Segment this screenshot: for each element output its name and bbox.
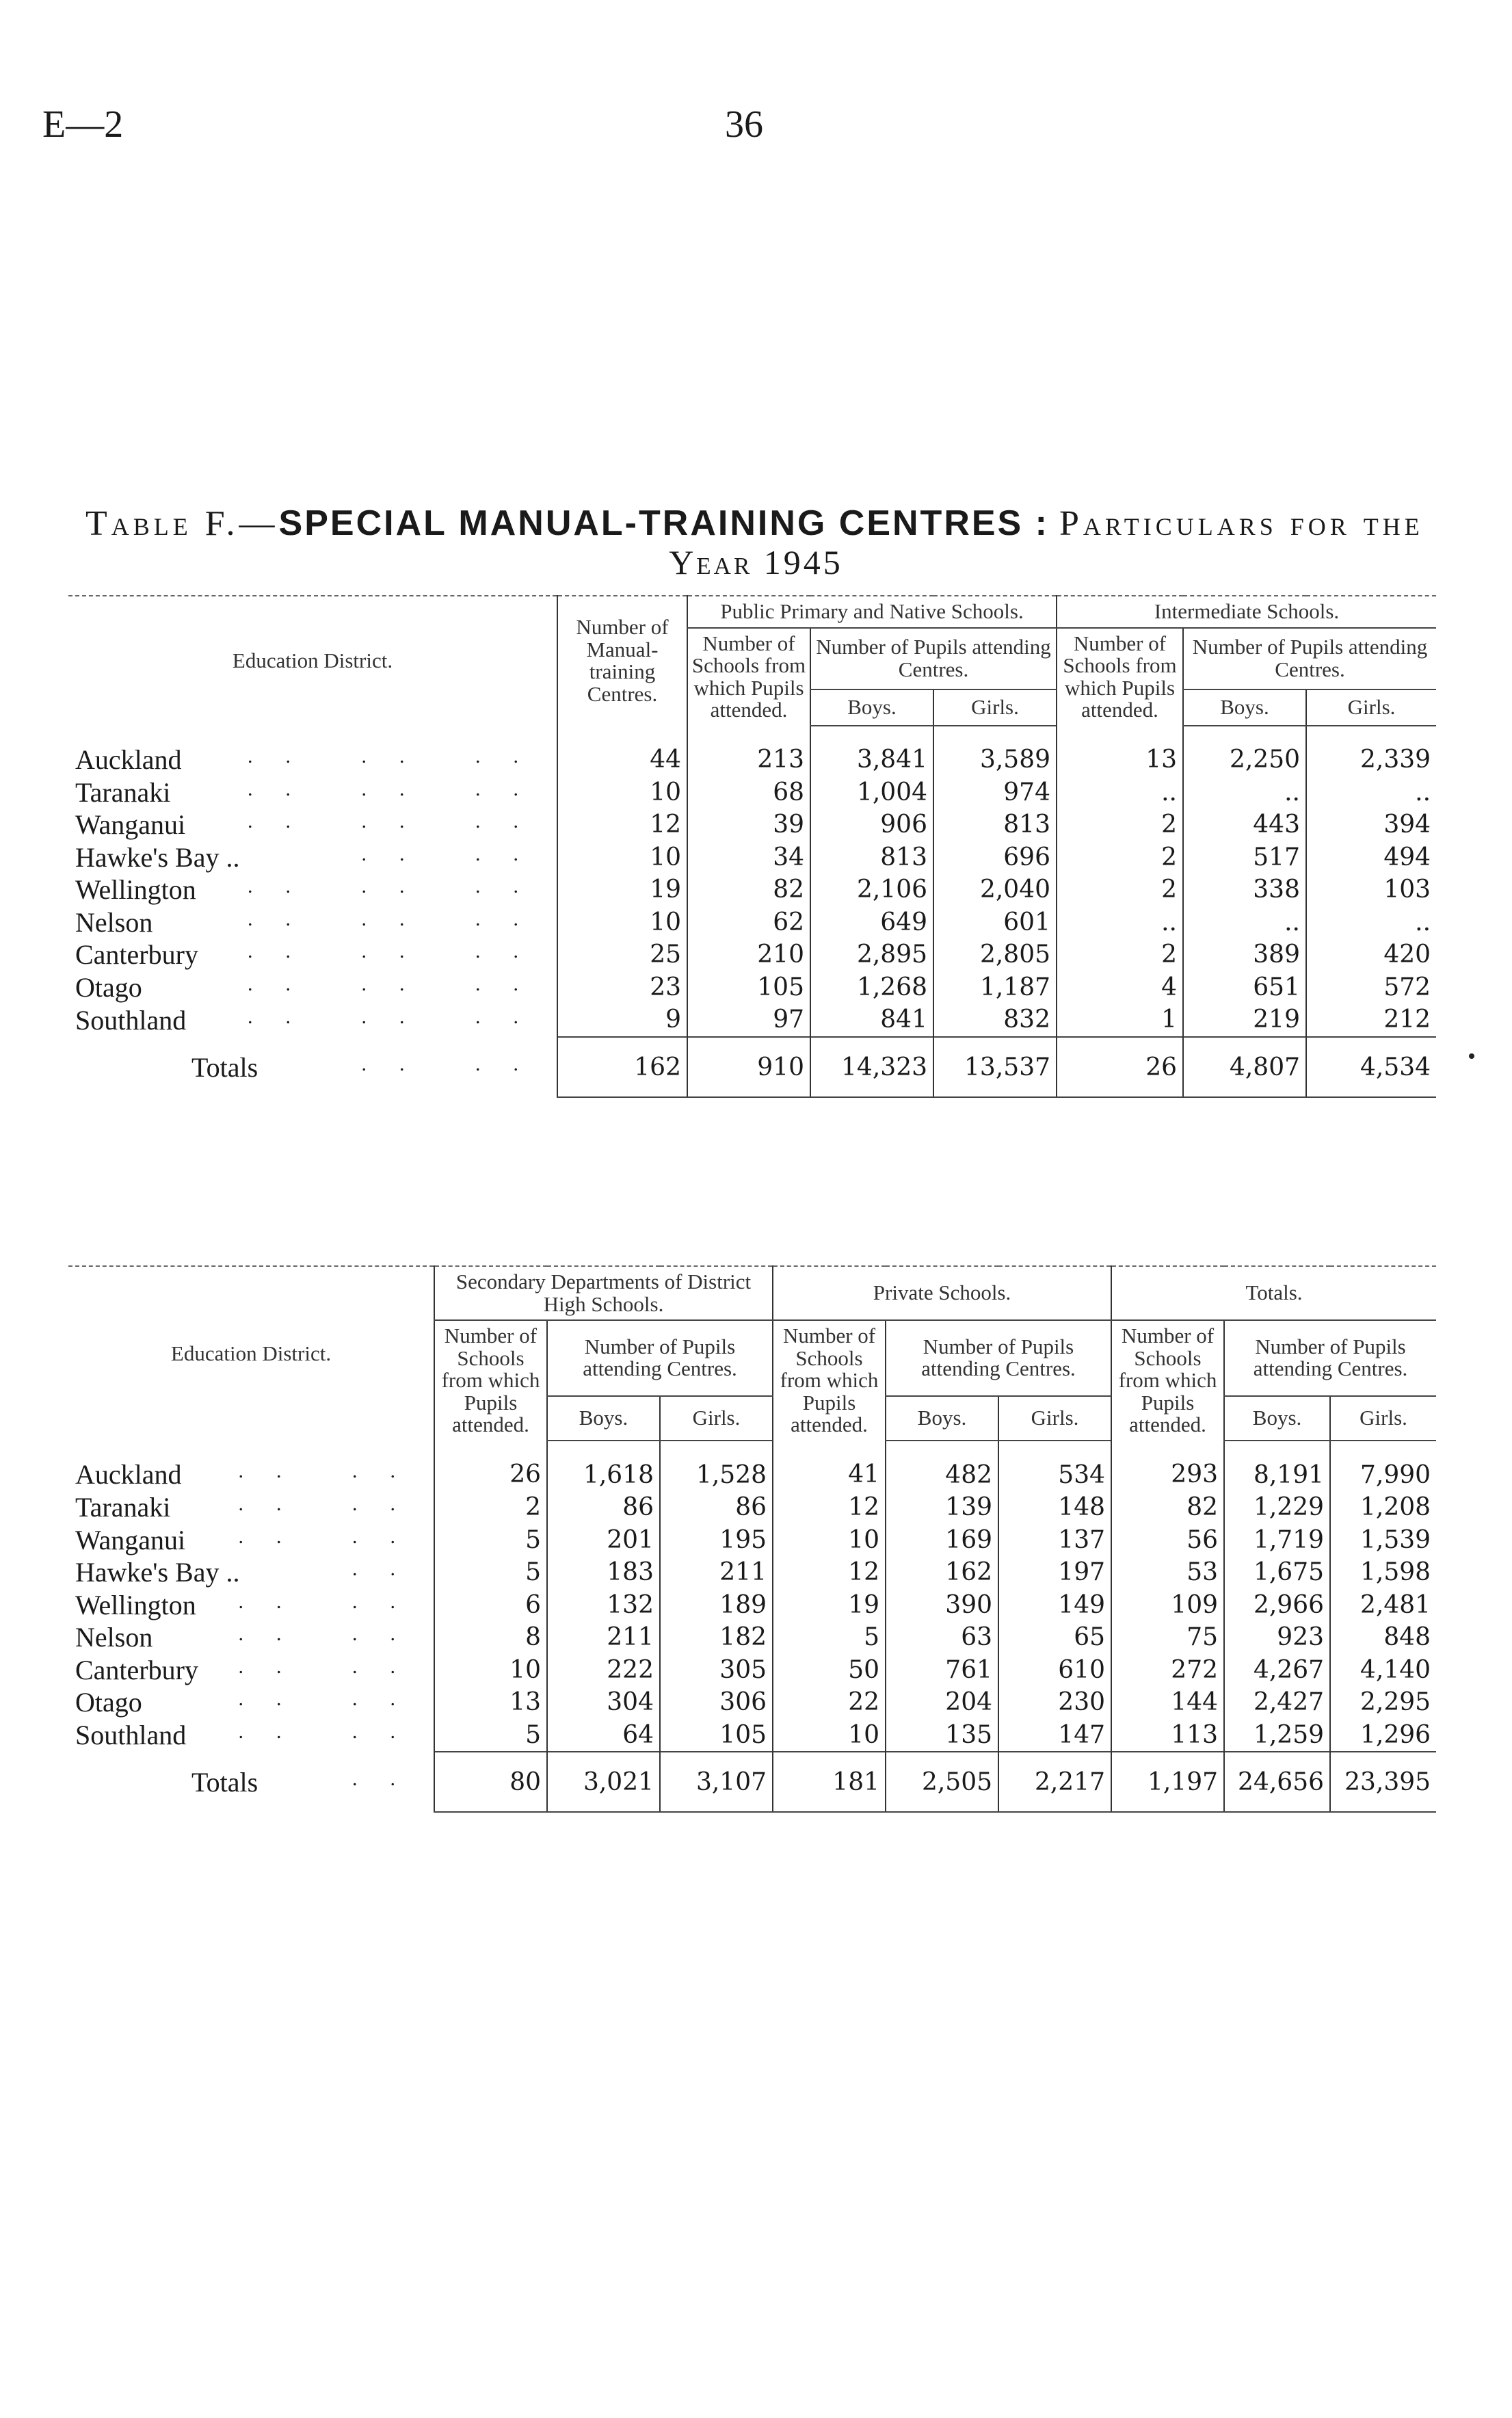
cell-int-girls: .. [1306, 776, 1436, 809]
cell-pp-schools: 105 [687, 971, 810, 1004]
cell-int-schools: 2 [1057, 939, 1183, 972]
cell-tot-girls: 2,295 [1330, 1686, 1436, 1719]
leader-dots: .. .. [238, 1590, 428, 1613]
cell-pp-girls: 3,589 [933, 726, 1057, 777]
leader-dots: .. .. [238, 1687, 428, 1711]
cell-sec-schools: 10 [434, 1654, 547, 1687]
district-name: Auckland [75, 744, 182, 775]
leader-dots: .. [352, 1767, 428, 1791]
table-row [68, 1621, 1436, 1654]
cell-tot-boys: 2,966 [1224, 1589, 1330, 1622]
cell-pp-girls: 2,040 [933, 874, 1057, 907]
cell-tot-boys: 1,719 [1224, 1524, 1330, 1557]
cell-pri-schools: 50 [773, 1654, 886, 1687]
cell-centres: 12 [557, 809, 687, 842]
district-name: Taranaki [75, 776, 171, 808]
header-pp-schools: Number of Schools from which Pupils attended. [687, 628, 810, 726]
title-year: Year 1945 [669, 543, 843, 581]
cell-pri-girls: 148 [998, 1491, 1111, 1524]
cell-sec-girls: 189 [660, 1589, 773, 1622]
district-name: Taranaki [75, 1492, 171, 1523]
cell-pri-girls: 137 [998, 1524, 1111, 1557]
cell-tot-boys: 923 [1224, 1621, 1330, 1654]
page-reference: E—2 [42, 103, 124, 146]
cell-sec-boys: 183 [547, 1556, 660, 1589]
table-row [68, 1524, 1436, 1557]
cell-int-girls: 2,339 [1306, 726, 1436, 777]
cell-sec-girls: 182 [660, 1621, 773, 1654]
header-tot-schools: Number of Schools from which Pupils attended. [1111, 1320, 1224, 1441]
table-row [68, 1686, 1436, 1719]
cell-sec-schools: 8 [434, 1621, 547, 1654]
district-name: Canterbury [75, 1654, 198, 1685]
cell-tot-schools: 56 [1111, 1524, 1224, 1557]
cell-pri-girls: 65 [998, 1621, 1111, 1654]
cell-pri-schools: 12 [773, 1556, 886, 1589]
header-int-boys: Boys. [1183, 689, 1306, 726]
header-primary-group: Public Primary and Native Schools. [687, 596, 1057, 628]
cell-pri-boys: 139 [886, 1491, 998, 1524]
header-pri-schools: Number of Schools from which Pupils attended. [773, 1320, 886, 1441]
cell-sec-girls: 1,528 [660, 1441, 773, 1492]
cell-tot-boys: 1,675 [1224, 1556, 1330, 1589]
total-pri-girls: 2,217 [998, 1752, 1111, 1812]
header-private-group: Private Schools. [773, 1266, 1111, 1320]
cell-pp-girls: 2,805 [933, 939, 1057, 972]
table-row [68, 1589, 1436, 1622]
cell-int-boys: 517 [1183, 841, 1306, 874]
header-sec-girls: Girls. [660, 1396, 773, 1441]
district-name: Hawke's Bay .. [75, 841, 240, 873]
cell-sec-girls: 195 [660, 1524, 773, 1557]
leader-dots: .. .. [361, 1052, 551, 1075]
cell-pri-boys: 482 [886, 1441, 998, 1492]
cell-tot-girls: 1,598 [1330, 1556, 1436, 1589]
table-row [68, 1556, 1436, 1589]
cell-tot-boys: 1,259 [1224, 1719, 1330, 1752]
cell-tot-girls: 1,208 [1330, 1491, 1436, 1524]
totals-row [68, 1037, 1436, 1097]
cell-sec-schools: 6 [434, 1589, 547, 1622]
district-name: Otago [75, 971, 142, 1003]
cell-pp-boys: 1,004 [810, 776, 933, 809]
header-district-b: Education District. [68, 1266, 434, 1441]
header-secondary-group: Secondary Departments of District High Schools. [434, 1266, 773, 1320]
total-tot-girls: 23,395 [1330, 1752, 1436, 1812]
district-cell [68, 1686, 434, 1719]
district-cell [68, 776, 557, 809]
leader-dots: .. .. .. [248, 777, 551, 800]
cell-pp-schools: 68 [687, 776, 810, 809]
cell-centres: 10 [557, 776, 687, 809]
total-int-boys: 4,807 [1183, 1037, 1306, 1097]
cell-pp-girls: 832 [933, 1004, 1057, 1038]
cell-int-schools: 4 [1057, 971, 1183, 1004]
header-int-schools: Number of Schools from which Pupils attended. [1057, 628, 1183, 726]
district-cell [68, 939, 557, 972]
cell-pp-girls: 601 [933, 906, 1057, 939]
cell-tot-schools: 144 [1111, 1686, 1224, 1719]
district-name: Wellington [75, 874, 196, 906]
table-primary-intermediate [68, 595, 1436, 1098]
cell-sec-boys: 64 [547, 1719, 660, 1752]
table-row [68, 1441, 1436, 1492]
header-tot-girls: Girls. [1330, 1396, 1436, 1441]
header-pp-pupils: Number of Pupils attending Centres. [810, 628, 1057, 689]
cell-sec-boys: 86 [547, 1491, 660, 1524]
cell-int-girls: 572 [1306, 971, 1436, 1004]
leader-dots: .. .. [238, 1493, 428, 1516]
cell-int-schools: 2 [1057, 841, 1183, 874]
stray-dot [1469, 1053, 1474, 1059]
cell-int-girls: 420 [1306, 939, 1436, 972]
cell-pri-boys: 135 [886, 1719, 998, 1752]
cell-sec-boys: 201 [547, 1524, 660, 1557]
header-sec-pupils: Number of Pupils attending Centres. [547, 1320, 773, 1396]
district-name: Wanganui [75, 809, 186, 841]
district-cell [68, 874, 557, 907]
cell-int-boys: 651 [1183, 971, 1306, 1004]
table-row [68, 906, 1436, 939]
cell-int-boys: 338 [1183, 874, 1306, 907]
cell-pp-schools: 213 [687, 726, 810, 777]
total-sec-girls: 3,107 [660, 1752, 773, 1812]
cell-pri-girls: 149 [998, 1589, 1111, 1622]
cell-sec-girls: 211 [660, 1556, 773, 1589]
table-row [68, 1654, 1436, 1687]
header-pp-girls: Girls. [933, 689, 1057, 726]
district-cell [68, 1441, 434, 1492]
cell-pp-schools: 62 [687, 906, 810, 939]
cell-pri-boys: 63 [886, 1621, 998, 1654]
cell-tot-schools: 109 [1111, 1589, 1224, 1622]
cell-int-boys: .. [1183, 906, 1306, 939]
district-name: Otago [75, 1687, 142, 1718]
cell-sec-schools: 5 [434, 1556, 547, 1589]
total-pp-girls: 13,537 [933, 1037, 1057, 1097]
cell-sec-girls: 305 [660, 1654, 773, 1687]
table-secondary-private-totals [68, 1265, 1436, 1813]
cell-int-boys: .. [1183, 776, 1306, 809]
header-district: Education District. [68, 596, 557, 726]
table-title [85, 503, 1433, 544]
header-pri-pupils: Number of Pupils attending Centres. [886, 1320, 1111, 1396]
leader-dots: .. .. [238, 1720, 428, 1744]
cell-tot-boys: 8,191 [1224, 1441, 1330, 1492]
district-cell [68, 1524, 434, 1557]
table-row [68, 971, 1436, 1004]
total-tot-schools: 1,197 [1111, 1752, 1224, 1812]
cell-tot-schools: 293 [1111, 1441, 1224, 1492]
cell-tot-schools: 82 [1111, 1491, 1224, 1524]
header-tot-boys: Boys. [1224, 1396, 1330, 1441]
header-pri-girls: Girls. [998, 1396, 1111, 1441]
cell-pp-boys: 813 [810, 841, 933, 874]
table-row [68, 939, 1436, 972]
cell-pri-boys: 169 [886, 1524, 998, 1557]
cell-int-girls: 103 [1306, 874, 1436, 907]
totals-label-cell [68, 1037, 557, 1097]
cell-sec-boys: 132 [547, 1589, 660, 1622]
cell-sec-schools: 2 [434, 1491, 547, 1524]
cell-int-boys: 389 [1183, 939, 1306, 972]
district-name: Canterbury [75, 939, 198, 971]
header-totals-group: Totals. [1111, 1266, 1436, 1320]
leader-dots: .. [352, 1558, 428, 1581]
cell-int-girls: .. [1306, 906, 1436, 939]
cell-int-girls: 494 [1306, 841, 1436, 874]
district-cell [68, 1556, 434, 1589]
cell-pp-schools: 39 [687, 809, 810, 842]
header-intermediate-group: Intermediate Schools. [1057, 596, 1436, 628]
cell-tot-girls: 7,990 [1330, 1441, 1436, 1492]
page-number: 36 [725, 103, 763, 146]
cell-sec-boys: 222 [547, 1654, 660, 1687]
total-pri-schools: 181 [773, 1752, 886, 1812]
cell-pp-girls: 696 [933, 841, 1057, 874]
title-bold: SPECIAL MANUAL-TRAINING CENTRES : [278, 503, 1049, 543]
district-cell [68, 1719, 434, 1752]
cell-int-girls: 394 [1306, 809, 1436, 842]
district-cell [68, 1004, 557, 1038]
cell-pri-girls: 147 [998, 1719, 1111, 1752]
cell-sec-girls: 86 [660, 1491, 773, 1524]
cell-pp-boys: 906 [810, 809, 933, 842]
district-name: Hawke's Bay .. [75, 1557, 240, 1588]
cell-sec-girls: 306 [660, 1686, 773, 1719]
cell-pp-schools: 82 [687, 874, 810, 907]
cell-tot-schools: 113 [1111, 1719, 1224, 1752]
header-pri-boys: Boys. [886, 1396, 998, 1441]
district-cell [68, 1621, 434, 1654]
cell-int-schools: .. [1057, 776, 1183, 809]
table-row [68, 841, 1436, 874]
cell-pri-schools: 5 [773, 1621, 886, 1654]
district-cell [68, 1654, 434, 1687]
table-row [68, 1004, 1436, 1038]
header-pp-boys: Boys. [810, 689, 933, 726]
table-row [68, 1719, 1436, 1752]
leader-dots: .. .. .. [248, 972, 551, 995]
district-cell [68, 1491, 434, 1524]
cell-int-boys: 2,250 [1183, 726, 1306, 777]
cell-pri-girls: 230 [998, 1686, 1111, 1719]
district-name: Southland [75, 1720, 187, 1751]
cell-pri-schools: 10 [773, 1719, 886, 1752]
cell-sec-schools: 13 [434, 1686, 547, 1719]
cell-int-schools: 1 [1057, 1004, 1183, 1038]
cell-tot-girls: 2,481 [1330, 1589, 1436, 1622]
header-tot-pupils: Number of Pupils attending Centres. [1224, 1320, 1436, 1396]
cell-pri-boys: 390 [886, 1589, 998, 1622]
leader-dots: .. .. [238, 1460, 428, 1483]
cell-pp-schools: 97 [687, 1004, 810, 1038]
cell-sec-schools: 26 [434, 1441, 547, 1492]
cell-tot-boys: 2,427 [1224, 1686, 1330, 1719]
header-sec-boys: Boys. [547, 1396, 660, 1441]
total-int-schools: 26 [1057, 1037, 1183, 1097]
title-prefix: Table F.— [85, 504, 279, 543]
cell-int-schools: .. [1057, 906, 1183, 939]
cell-sec-schools: 5 [434, 1524, 547, 1557]
totals-row [68, 1752, 1436, 1812]
cell-pp-girls: 813 [933, 809, 1057, 842]
total-sec-schools: 80 [434, 1752, 547, 1812]
cell-pri-schools: 19 [773, 1589, 886, 1622]
header-int-girls: Girls. [1306, 689, 1436, 726]
cell-pp-boys: 2,895 [810, 939, 933, 972]
cell-pri-schools: 12 [773, 1491, 886, 1524]
total-pp-boys: 14,323 [810, 1037, 933, 1097]
district-cell [68, 1589, 434, 1622]
leader-dots: .. .. [238, 1622, 428, 1646]
cell-sec-boys: 1,618 [547, 1441, 660, 1492]
district-name: Nelson [75, 1622, 153, 1653]
district-name: Wanganui [75, 1524, 186, 1555]
cell-pri-schools: 41 [773, 1441, 886, 1492]
cell-int-schools: 2 [1057, 874, 1183, 907]
cell-pp-girls: 974 [933, 776, 1057, 809]
cell-int-boys: 443 [1183, 809, 1306, 842]
leader-dots: .. .. .. [248, 810, 551, 833]
total-int-girls: 4,534 [1306, 1037, 1436, 1097]
cell-pp-boys: 649 [810, 906, 933, 939]
district-cell [68, 726, 557, 777]
leader-dots: .. .. .. [248, 940, 551, 963]
total-centres: 162 [557, 1037, 687, 1097]
district-name: Auckland [75, 1459, 182, 1490]
leader-dots: .. .. .. [248, 875, 551, 898]
cell-tot-girls: 1,539 [1330, 1524, 1436, 1557]
cell-pri-boys: 761 [886, 1654, 998, 1687]
district-cell [68, 809, 557, 842]
cell-pp-schools: 210 [687, 939, 810, 972]
cell-int-girls: 212 [1306, 1004, 1436, 1038]
cell-sec-boys: 211 [547, 1621, 660, 1654]
header-centres: Number of Manual-training Centres. [557, 596, 687, 726]
cell-centres: 19 [557, 874, 687, 907]
cell-pri-girls: 610 [998, 1654, 1111, 1687]
cell-pri-girls: 534 [998, 1441, 1111, 1492]
cell-int-schools: 13 [1057, 726, 1183, 777]
cell-pp-schools: 34 [687, 841, 810, 874]
cell-tot-schools: 272 [1111, 1654, 1224, 1687]
totals-label-cell [68, 1752, 434, 1812]
cell-pp-girls: 1,187 [933, 971, 1057, 1004]
cell-int-boys: 219 [1183, 1004, 1306, 1038]
district-cell [68, 906, 557, 939]
district-cell [68, 841, 557, 874]
cell-pri-girls: 197 [998, 1556, 1111, 1589]
cell-pp-boys: 3,841 [810, 726, 933, 777]
cell-sec-boys: 304 [547, 1686, 660, 1719]
cell-sec-girls: 105 [660, 1719, 773, 1752]
cell-centres: 9 [557, 1004, 687, 1038]
table-row [68, 874, 1436, 907]
header-int-pupils: Number of Pupils attending Centres. [1183, 628, 1436, 689]
leader-dots: .. .. .. [248, 744, 551, 767]
cell-pri-schools: 22 [773, 1686, 886, 1719]
cell-tot-schools: 75 [1111, 1621, 1224, 1654]
district-name: Nelson [75, 906, 153, 938]
cell-pri-boys: 204 [886, 1686, 998, 1719]
cell-centres: 10 [557, 841, 687, 874]
table-row [68, 726, 1436, 777]
cell-sec-schools: 5 [434, 1719, 547, 1752]
leader-dots: .. .. [238, 1655, 428, 1678]
cell-tot-girls: 1,296 [1330, 1719, 1436, 1752]
cell-centres: 44 [557, 726, 687, 777]
cell-pri-schools: 10 [773, 1524, 886, 1557]
district-cell [68, 971, 557, 1004]
total-pp-schools: 910 [687, 1037, 810, 1097]
cell-tot-schools: 53 [1111, 1556, 1224, 1589]
table-row [68, 809, 1436, 842]
cell-tot-boys: 1,229 [1224, 1491, 1330, 1524]
cell-tot-girls: 4,140 [1330, 1654, 1436, 1687]
header-sec-schools: Number of Schools from which Pupils attended. [434, 1320, 547, 1441]
cell-pri-boys: 162 [886, 1556, 998, 1589]
leader-dots: .. .. [238, 1525, 428, 1548]
totals-label: Totals [191, 1767, 258, 1798]
district-name: Wellington [75, 1589, 196, 1620]
district-name: Southland [75, 1004, 187, 1036]
total-pri-boys: 2,505 [886, 1752, 998, 1812]
title-suffix: Particulars for the [1059, 504, 1424, 543]
cell-centres: 10 [557, 906, 687, 939]
cell-pp-boys: 2,106 [810, 874, 933, 907]
cell-pp-boys: 1,268 [810, 971, 933, 1004]
totals-label: Totals [191, 1051, 258, 1083]
cell-tot-boys: 4,267 [1224, 1654, 1330, 1687]
table-row [68, 1491, 1436, 1524]
cell-centres: 23 [557, 971, 687, 1004]
total-tot-boys: 24,656 [1224, 1752, 1330, 1812]
cell-int-schools: 2 [1057, 809, 1183, 842]
leader-dots: .. .. .. [248, 907, 551, 930]
cell-pp-boys: 841 [810, 1004, 933, 1038]
leader-dots: .. .. [361, 842, 551, 865]
leader-dots: .. .. .. [248, 1005, 551, 1028]
table-row [68, 776, 1436, 809]
cell-centres: 25 [557, 939, 687, 972]
total-sec-boys: 3,021 [547, 1752, 660, 1812]
cell-tot-girls: 848 [1330, 1621, 1436, 1654]
